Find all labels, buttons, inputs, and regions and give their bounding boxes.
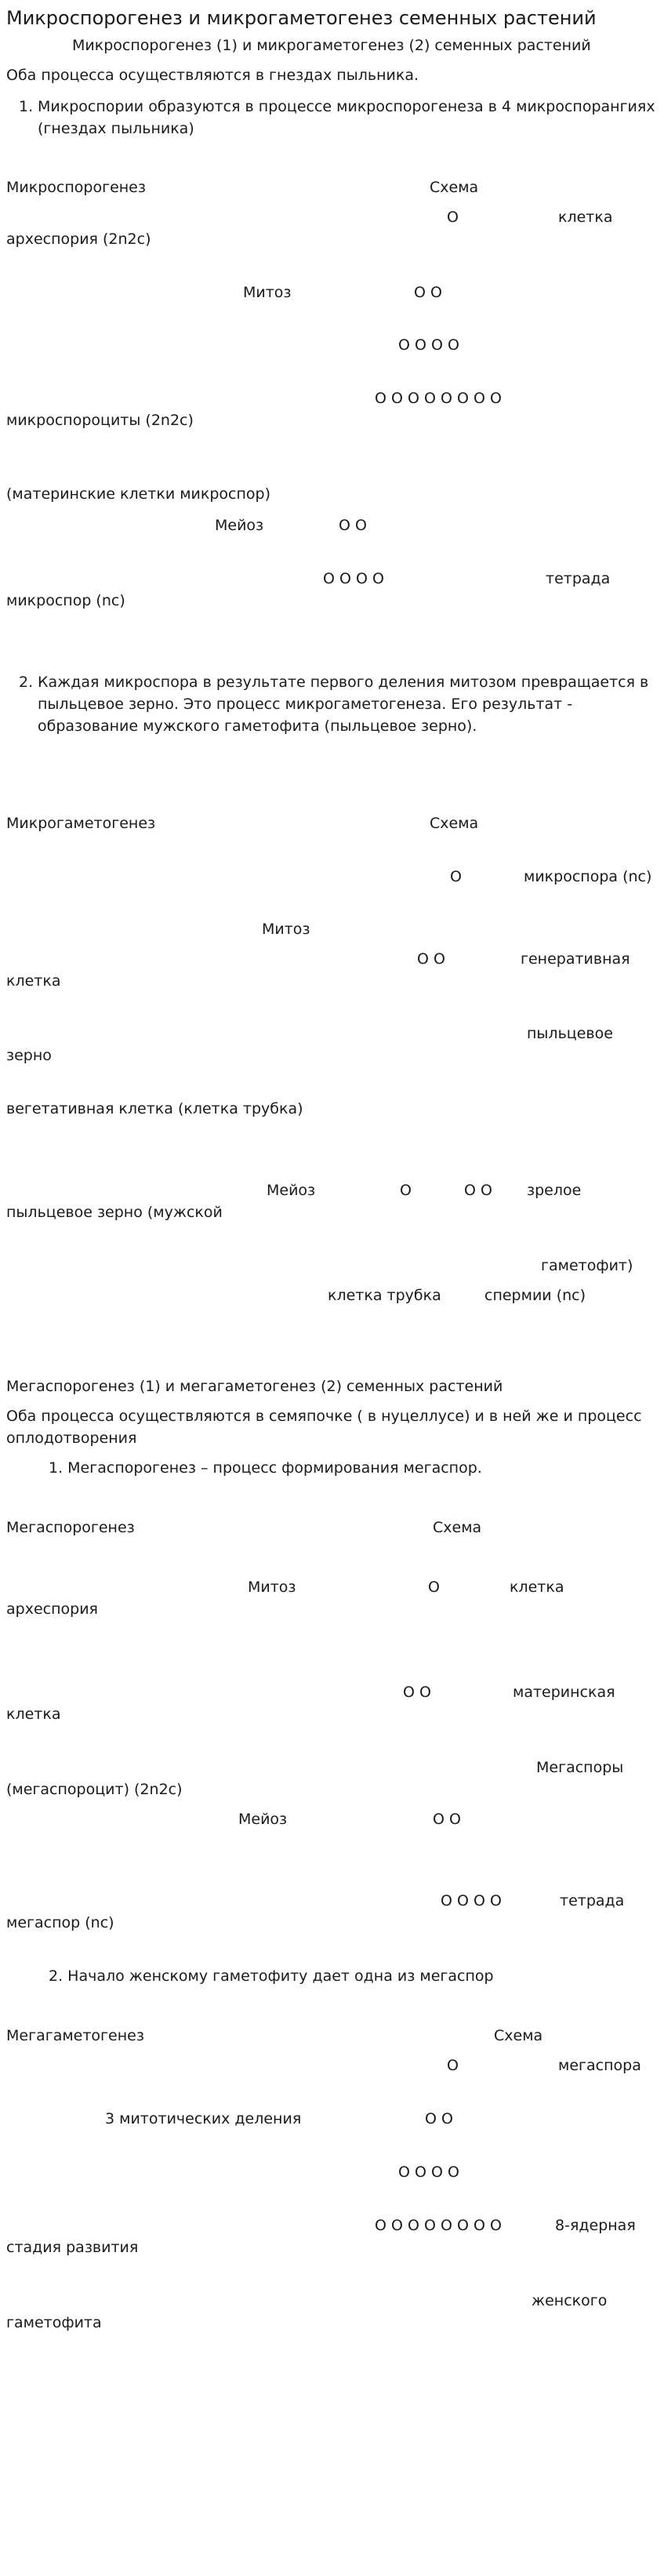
scheme-label: Схема — [430, 179, 479, 196]
scheme-caption: пыльцевое — [527, 1025, 613, 1042]
scheme-label: Микрогаметогенез — [6, 815, 156, 832]
scheme-caption: зерно — [6, 1047, 52, 1064]
scheme-caption: микроспора (nc) — [524, 868, 652, 885]
scheme-node: О — [447, 2057, 459, 2074]
scheme-caption: пыльцевое зерно (мужской — [6, 1204, 223, 1221]
list-item-text: образование мужского гаметофита (пыльцевое зерно). — [38, 718, 477, 735]
page-title: Микроспорогенез и микрогаметогенез семенных растений — [6, 7, 597, 29]
scheme-caption: стадия развития — [6, 2239, 139, 2256]
scheme-caption: мегаспор (nc) — [6, 1914, 114, 1931]
scheme-caption: археспория (2n2c) — [6, 231, 151, 248]
scheme-caption: вегетативная клетка (клетка трубка) — [6, 1100, 303, 1117]
scheme-caption: зрелое — [527, 1182, 582, 1199]
scheme-node: О О О О — [323, 570, 384, 587]
scheme-node: О О — [414, 284, 442, 301]
scheme-label: Микроспорогенез — [6, 179, 146, 196]
scheme-node: О О О О — [441, 1892, 502, 1909]
scheme-process: Мейоз — [238, 1811, 288, 1828]
scheme-caption: гаметофит) — [541, 1257, 633, 1274]
scheme-caption: археспория — [6, 1600, 98, 1618]
scheme-caption: клетка — [6, 972, 61, 990]
list-number: 2. — [19, 674, 34, 691]
list-item-text: пыльцевое зерно. Это процесс микрогаметогенеза. Его результат - — [38, 696, 573, 713]
scheme-node: О О — [433, 1811, 461, 1828]
list-item-text: 2. Начало женскому гаметофиту дает одна из мегаспор — [49, 1967, 494, 1985]
list-item-text: Микроспории образуются в процессе микроспорогенеза в 4 микроспорангиях — [38, 98, 655, 115]
scheme-node: О О — [403, 1684, 431, 1701]
scheme-node: О О О О О О О О — [375, 2217, 502, 2234]
scheme-caption: материнская — [513, 1684, 615, 1701]
scheme-caption: тетрада — [560, 1892, 625, 1909]
scheme-caption: генеративная — [521, 950, 630, 968]
scheme-process: Митоз — [262, 921, 310, 938]
scheme-caption: клетка — [510, 1579, 564, 1596]
scheme-process: Мейоз — [215, 517, 264, 534]
scheme-caption: 8-ядерная — [555, 2217, 636, 2234]
scheme-node: О О О О — [398, 2164, 459, 2181]
list-number: 1. — [19, 98, 34, 115]
scheme-node: О — [447, 209, 459, 226]
list-item-text: 1. Мегаспорогенез – процесс формирования мегаспор. — [49, 1459, 482, 1477]
section-heading: Мегаспорогенез (1) и мегагаметогенез (2) семенных растений — [6, 1378, 503, 1395]
scheme-caption: (мегаспороцит) (2n2c) — [6, 1781, 183, 1798]
scheme-node: О — [450, 868, 462, 885]
scheme-node: О — [400, 1182, 412, 1199]
scheme-process: Митоз — [248, 1579, 296, 1596]
paragraph: оплодотворения — [6, 1430, 137, 1447]
scheme-caption: спермии (nc) — [484, 1287, 586, 1304]
scheme-node: О О — [417, 950, 445, 968]
scheme-node: О О — [464, 1182, 492, 1199]
scheme-caption: женского — [532, 2292, 608, 2309]
scheme-node: О О — [425, 2110, 453, 2127]
scheme-node: О О О О — [398, 336, 459, 354]
scheme-process: 3 митотических деления — [105, 2110, 302, 2127]
scheme-label: Мегаспорогенез — [6, 1519, 135, 1536]
scheme-process: Митоз — [243, 284, 292, 301]
paragraph: Оба процесса осуществляются в семяпочке ( в нуцеллусе) и в ней же и процесс — [6, 1408, 642, 1425]
scheme-node: О О О О О О О О — [375, 390, 502, 407]
paragraph: Оба процесса осуществляются в гнездах пыльника. — [6, 67, 419, 84]
scheme-caption: микроспороциты (2n2c) — [6, 412, 194, 429]
scheme-caption: клетка — [6, 1706, 61, 1723]
scheme-node: О — [428, 1579, 440, 1596]
scheme-label: Мегагаметогенез — [6, 2027, 144, 2044]
scheme-caption: (материнские клетки микроспор) — [6, 485, 271, 503]
scheme-process: Мейоз — [267, 1182, 316, 1199]
scheme-caption: микроспор (nc) — [6, 592, 125, 609]
scheme-label: Схема — [433, 1519, 482, 1536]
scheme-caption: гаметофита — [6, 2314, 102, 2331]
scheme-caption: тетрада — [546, 570, 611, 587]
scheme-label: Схема — [430, 815, 479, 832]
list-item-text: (гнездах пыльника) — [38, 120, 194, 137]
scheme-label: Схема — [494, 2027, 543, 2044]
scheme-caption: мегаспора — [558, 2057, 641, 2074]
section-heading: Микроспорогенез (1) и микрогаметогенез (2) семенных растений — [72, 37, 591, 54]
scheme-node: О О — [339, 517, 367, 534]
list-item-text: Каждая микроспора в результате первого деления митозом превращается в — [38, 674, 649, 691]
scheme-caption: Мегаспоры — [536, 1759, 624, 1776]
scheme-caption: клетка трубка — [328, 1287, 441, 1304]
scheme-caption: клетка — [558, 209, 613, 226]
